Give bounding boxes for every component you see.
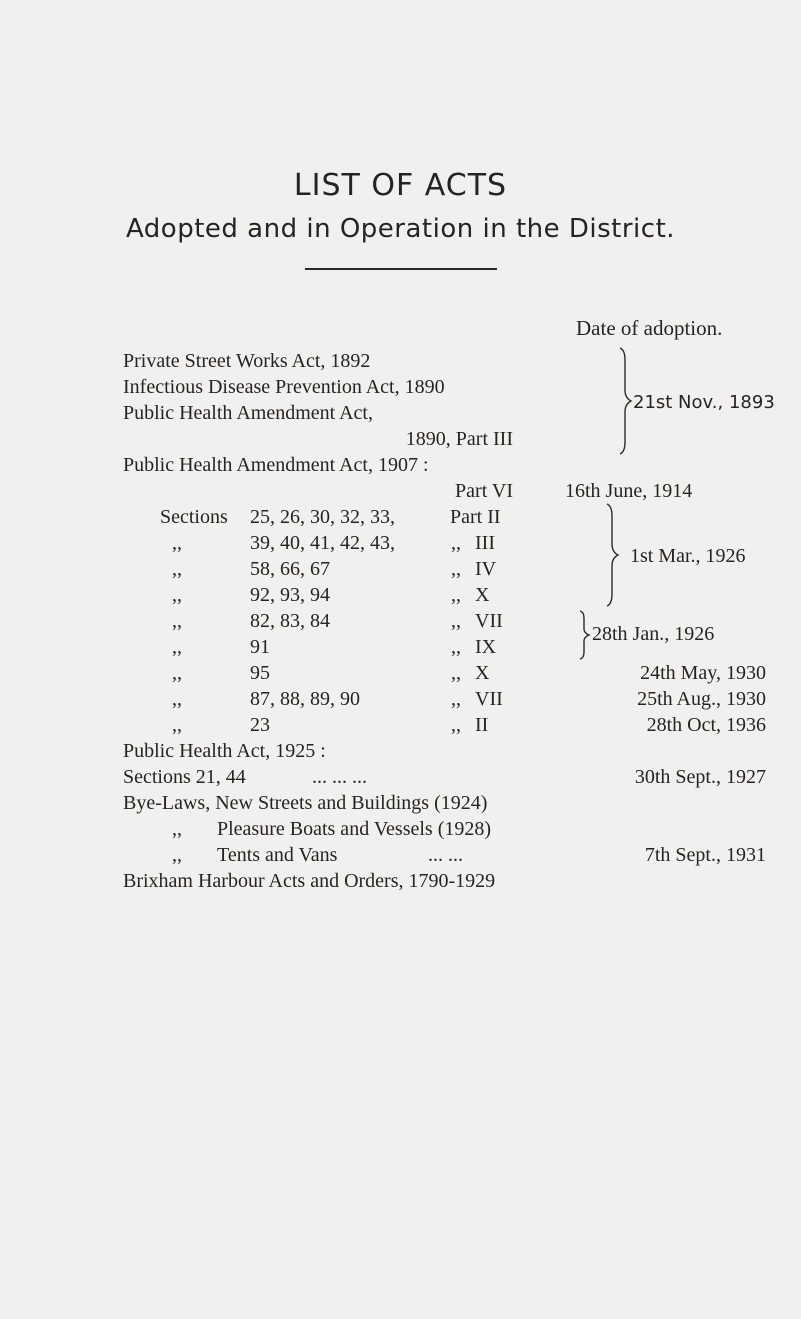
ditto-mark: ,,	[172, 636, 182, 658]
row-part: X	[475, 662, 490, 684]
row-sections: 91	[250, 636, 270, 658]
ditto-mark: ,,	[172, 532, 182, 554]
bye-laws-pleasure-boats: Pleasure Boats and Vessels (1928)	[217, 818, 492, 840]
ditto-mark: ,,	[451, 610, 461, 632]
ditto-mark: ,,	[451, 558, 461, 580]
page-title: LIST OF ACTS	[293, 168, 508, 203]
row-part: IX	[475, 636, 497, 658]
date-25th-aug-1930: 25th Aug., 1930	[637, 688, 766, 710]
row-sections: 39, 40, 41, 42, 43,	[250, 532, 395, 554]
act-public-health-amendment: Public Health Amendment Act,	[123, 402, 373, 424]
ditto-mark: ,,	[451, 584, 461, 606]
ditto-mark: ,,	[451, 636, 461, 658]
act-infectious-disease: Infectious Disease Prevention Act, 1890	[123, 376, 445, 398]
ditto-mark: ,,	[172, 584, 182, 606]
dot-leaders: ... ... ...	[312, 766, 367, 788]
ditto-mark: ,,	[172, 714, 182, 736]
pha-1925-sections: Sections 21, 44	[123, 766, 246, 788]
ditto-mark: ,,	[172, 688, 182, 710]
act-pha-1907-heading: Public Health Amendment Act, 1907 :	[123, 454, 429, 476]
row-sections: 23	[250, 714, 270, 736]
right-brace-icon	[605, 502, 619, 608]
act-public-health-amendment-part: 1890, Part III	[405, 428, 513, 450]
ditto-mark: ,,	[172, 818, 182, 840]
act-private-street-works: Private Street Works Act, 1892	[123, 350, 371, 372]
ditto-mark: ,,	[172, 662, 182, 684]
ditto-mark: ,,	[172, 558, 182, 580]
part-vi-label: Part VI	[455, 480, 513, 502]
page-subtitle: Adopted and in Operation in the District.	[125, 214, 676, 244]
row-part: VII	[475, 610, 503, 632]
ditto-mark: ,,	[451, 714, 461, 736]
bye-laws-new-streets: Bye-Laws, New Streets and Buildings (1924)	[123, 792, 488, 814]
date-28th-oct-1936: 28th Oct, 1936	[646, 714, 766, 736]
row-sections: 25, 26, 30, 32, 33,	[250, 506, 395, 528]
date-28th-jan-1926: 28th Jan., 1926	[592, 623, 715, 645]
row-part: IV	[475, 558, 497, 580]
date-part-vi: 16th June, 1914	[565, 480, 693, 502]
brixham-harbour-acts: Brixham Harbour Acts and Orders, 1790-1929	[123, 870, 496, 892]
row-part: Part II	[450, 506, 501, 528]
sections-label: Sections	[160, 506, 228, 528]
row-sections: 87, 88, 89, 90	[250, 688, 360, 710]
row-sections: 58, 66, 67	[250, 558, 330, 580]
bye-laws-tents-and-vans: Tents and Vans	[217, 844, 338, 866]
ditto-mark: ,,	[451, 688, 461, 710]
row-part: VII	[475, 688, 503, 710]
dot-leaders: ... ...	[428, 844, 463, 866]
date-30th-sept-1927: 30th Sept., 1927	[634, 766, 766, 788]
row-part: X	[475, 584, 490, 606]
row-part: II	[475, 714, 489, 736]
right-brace-icon	[578, 609, 590, 661]
ditto-mark: ,,	[451, 532, 461, 554]
row-sections: 92, 93, 94	[250, 584, 330, 606]
date-1st-mar-1926: 1st Mar., 1926	[630, 545, 746, 567]
row-sections: 82, 83, 84	[250, 610, 330, 632]
row-sections: 95	[250, 662, 270, 684]
right-brace-icon	[618, 346, 632, 456]
act-pha-1925-heading: Public Health Act, 1925 :	[123, 740, 326, 762]
date-24th-may-1930: 24th May, 1930	[640, 662, 766, 684]
ditto-mark: ,,	[172, 844, 182, 866]
ditto-mark: ,,	[172, 610, 182, 632]
date-21st-nov-1893: 21st Nov., 1893	[633, 392, 775, 413]
ditto-mark: ,,	[451, 662, 461, 684]
divider-rule	[305, 268, 497, 270]
date-7th-sept-1931: 7th Sept., 1931	[644, 844, 766, 866]
date-column-header: Date of adoption.	[576, 316, 723, 340]
row-part: III	[475, 532, 495, 554]
